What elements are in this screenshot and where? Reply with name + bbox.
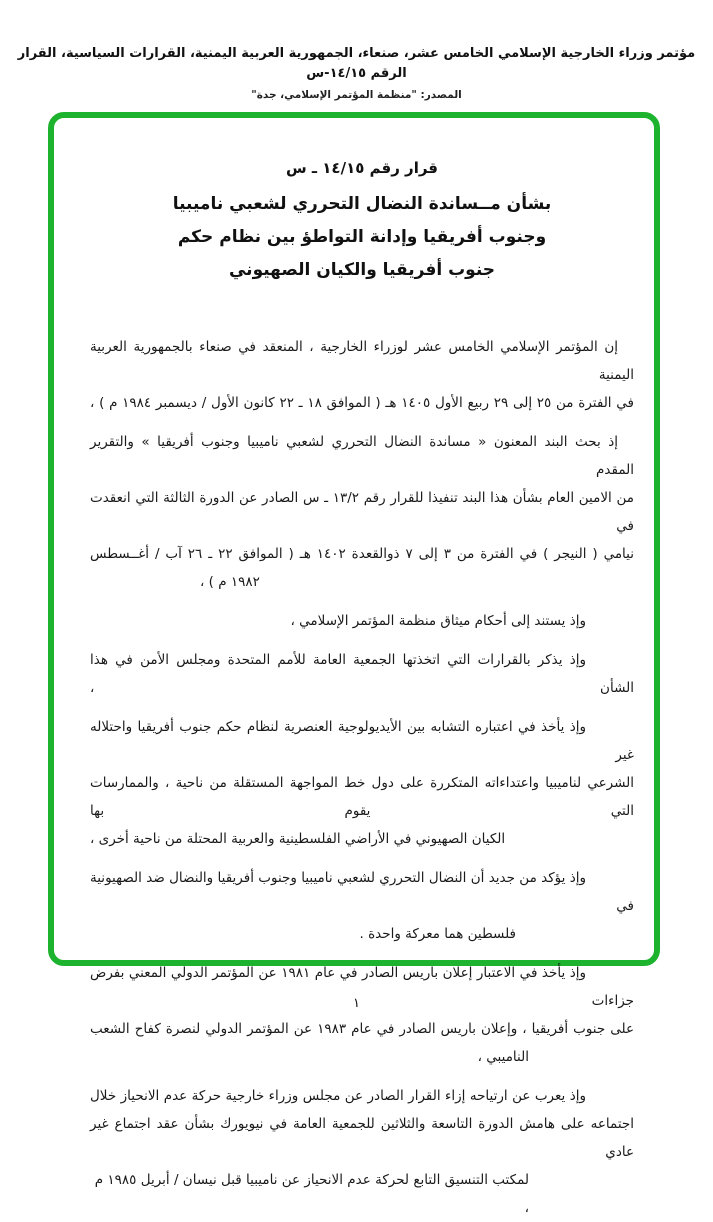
body-line: ١٩٨٢ م ) ، [200,574,260,590]
subject-line: جنوب أفريقيا والكيان الصهيوني [228,260,496,280]
body-line: وإذ يعرب عن ارتياحه إزاء القرار الصادر عن مجلس وزراء خارجية حركة عدم الانحياز خلال [90,1088,586,1104]
body-line: من الامين العام بشأن هذا البند تنفيذا للقرار رقم ١٣/٢ ـ س الصادر عن الدورة الثالثة التي انعقدت في [90,490,634,534]
body-line: الناميبي ، [477,1049,529,1065]
subject-line: وجنوب أفريقيا وإدانة التواطؤ بين نظام حكم [177,227,547,247]
body-line: وإذ يستند إلى أحكام ميثاق منظمة المؤتمر الإسلامي ، [290,613,586,629]
body-line: وإذ يذكر بالقرارات التي اتخذتها الجمعية العامة للأمم المتحدة ومجلس الأمن في هذا الشأن ، [90,652,634,696]
paragraph-preamble-7 [90,959,634,1071]
header-title: مؤتمر وزراء الخارجية الإسلامي الخامس عشر، صنعاء، الجمهورية العربية اليمنية، القرارات السياسية، القرار الرقم ١٤/١٥-س [17,46,696,81]
body-line: إن المؤتمر الإسلامي الخامس عشر لوزراء الخارجية ، المنعقد في صنعاء بالجمهورية العربية اليمنية [90,339,634,383]
subject-line: بشأن مــساندة النضال التحرري لشعبي ناميبيا [172,194,552,214]
body-line: وإذ يأخذ في اعتباره التشابه بين الأيديولوجية العنصرية لنظام حكم جنوب أفريقيا واحتلاله غير [90,719,634,763]
paragraph-preamble-4 [90,646,634,702]
body-line: لمكتب التنسيق التابع لحركة عدم الانحياز عن ناميبيا قبل نيسان / أبريل ١٩٨٥ م ، [94,1172,529,1216]
body-line: في الفترة من ٢٥ إلى ٢٩ ربيع الأول ١٤٠٥ هـ ( الموافق ١٨ ـ ٢٢ كانون الأول / ديسمبر ١٩٨٤ م ) ، [90,395,634,411]
body-line: نيامي ( النيجر ) في الفترة من ٣ إلى ٧ ذوالقعدة ١٤٠٢ هـ ( الموافق ٢٢ ـ ٢٦ آب / أغــسطس [90,546,634,562]
paragraph-preamble-8 [90,1082,634,1222]
body-line: فلسطين هما معركة واحدة . [359,926,516,942]
paragraph-preamble-3 [90,607,634,635]
body-line: اجتماعه على هامش الدورة التاسعة والثلاثين للجمعية العامة في نيويورك بشأن عقد اجتماع غير عادي [90,1116,634,1160]
body-line: إذ بحث البند المعنون « مساندة النضال التحرري لشعبي ناميبيا وجنوب أفريقيا » والتقرير المقدم [90,434,634,478]
body-line: على جنوب أفريقيا ، وإعلان باريس الصادر في عام ١٩٨٣ عن المؤتمر الدولي لنصرة كفاح الشعب [90,1021,634,1037]
page-number: ١ [353,996,360,1011]
document-header [0,44,713,101]
header-source: المصدر: "منظمة المؤتمر الإسلامي، جدة" [251,89,462,101]
resolution-number-title: قرار رقم ١٤/١٥ ـ س [286,159,438,177]
paragraph-preamble-2 [90,428,634,596]
body-line: الكيان الصهيوني في الأراضي الفلسطينية والعربية المحتلة من ناحية أخرى ، [90,831,506,847]
paragraph-preamble-1 [90,333,634,417]
resolution-body [90,333,634,1222]
paragraph-preamble-5 [90,713,634,853]
body-line: الشرعي لناميبيا واعتداءاته المتكررة على دول خط المواجهة المستقلة من ناحية ، والممارسات التي يقوم بها [90,775,634,819]
resolution-subject [90,188,634,287]
paragraph-preamble-6 [90,864,634,948]
green-border-frame [48,112,660,1216]
resolution-document [54,118,654,1222]
body-line: وإذ يأخذ في الاعتبار إعلان باريس الصادر في عام ١٩٨١ عن المؤتمر الدولي المعني بفرض جزاءات [90,965,634,1009]
body-line: وإذ يؤكد من جديد أن النضال التحرري لشعبي ناميبيا وجنوب أفريقيا والنضال ضد الصهيونية في [90,870,634,914]
